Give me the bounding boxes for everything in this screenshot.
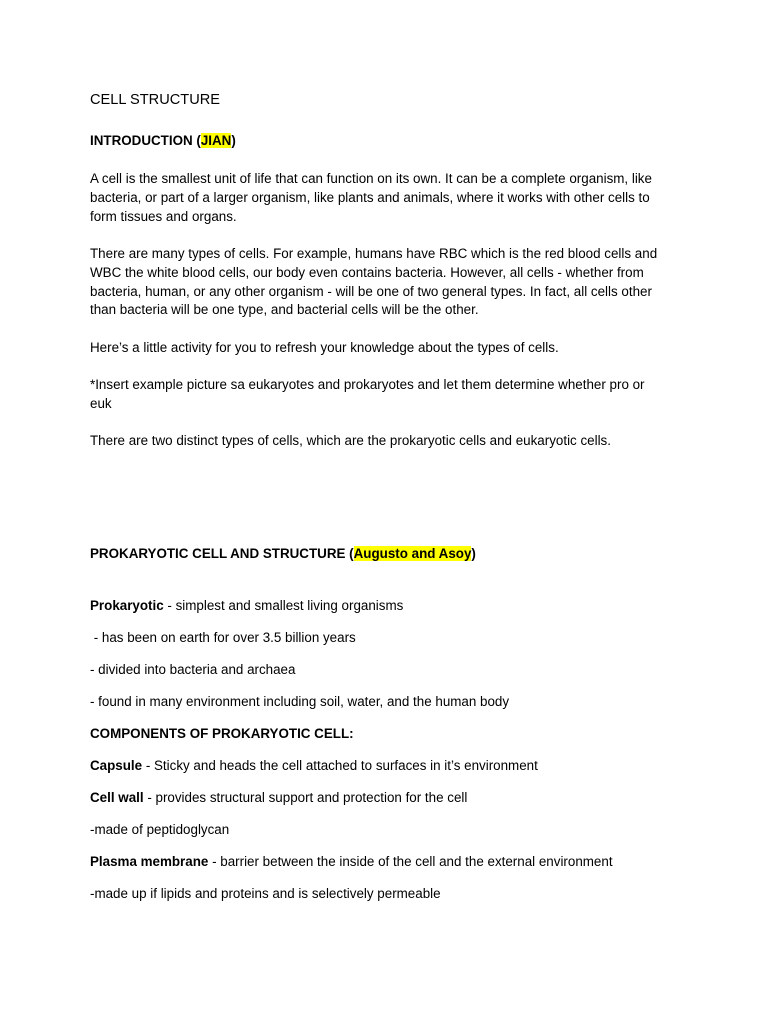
prokaryotic-point: - divided into bacteria and archaea xyxy=(90,662,296,677)
plasma-membrane-definition xyxy=(90,852,690,871)
prokaryotic-point: - has been on earth for over 3.5 billion years xyxy=(90,630,356,645)
two-types-line: There are two distinct types of cells, which are the prokaryotic cells and eukaryotic cells. xyxy=(90,433,611,448)
capsule-definition xyxy=(90,756,690,775)
activity-line: Here’s a little activity for you to refresh your knowledge about the types of cells. xyxy=(90,340,559,355)
intro-paragraph-1-line: A cell is the smallest unit of life that can function on its own. It can be a complete organism, like xyxy=(90,171,652,186)
prokaryotic-heading-author-highlight: Augusto and Asoy xyxy=(353,546,472,561)
cell-wall-definition xyxy=(90,788,690,807)
insert-note-line: euk xyxy=(90,396,112,411)
prokaryotic-point: - found in many environment including soil, water, and the human body xyxy=(90,694,510,709)
intro-paragraph-1-line: form tissues and organs. xyxy=(90,209,237,224)
intro-paragraph-1-line: bacteria, or part of a larger organism, like plants and animals, where it works with other cells to xyxy=(90,190,650,205)
prokaryotic-term: Prokaryotic xyxy=(90,598,164,613)
prokaryotic-heading-suffix: ) xyxy=(471,546,476,561)
plasma-membrane-text: - barrier between the inside of the cell and the external environment xyxy=(208,854,613,869)
plasma-membrane-term: Plasma membrane xyxy=(90,854,209,869)
capsule-term: Capsule xyxy=(90,758,143,773)
intro-paragraph-2-line: WBC the white blood cells, our body even contains bacteria. However, all cells - whether from xyxy=(90,265,644,280)
capsule-text: - Sticky and heads the cell attached to surfaces in it’s environment xyxy=(142,758,538,773)
cell-wall-text: - provides structural support and protection for the cell xyxy=(143,790,468,805)
cell-wall-term: Cell wall xyxy=(90,790,144,805)
prokaryotic-definition-text: - simplest and smallest living organisms xyxy=(163,598,404,613)
intro-paragraph-2-line: bacteria, human, or any other organism - will be one of two general types. In fact, all cells other xyxy=(90,284,652,299)
prokaryotic-heading-prefix: PROKARYOTIC CELL AND STRUCTURE ( xyxy=(90,546,354,561)
plasma-membrane-note: -made up if lipids and proteins and is selectively permeable xyxy=(90,886,441,901)
intro-heading-suffix: ) xyxy=(231,133,236,148)
insert-note-line: *Insert example picture sa eukaryotes and prokaryotes and let them determine whether pro or xyxy=(90,377,645,392)
intro-heading-prefix: INTRODUCTION ( xyxy=(90,133,201,148)
cell-wall-note: -made of peptidoglycan xyxy=(90,822,230,837)
intro-paragraph-2-line: than bacteria will be one type, and bacterial cells will be the other. xyxy=(90,302,479,317)
document-title: CELL STRUCTURE xyxy=(90,92,221,108)
intro-heading-author-highlight: JIAN xyxy=(200,133,232,148)
components-heading: COMPONENTS OF PROKARYOTIC CELL: xyxy=(90,726,354,741)
intro-paragraph-2-line: There are many types of cells. For example, humans have RBC which is the red blood cells and xyxy=(90,246,658,261)
prokaryotic-definition xyxy=(90,596,690,615)
intro-heading xyxy=(90,131,690,150)
prokaryotic-heading xyxy=(90,544,690,563)
